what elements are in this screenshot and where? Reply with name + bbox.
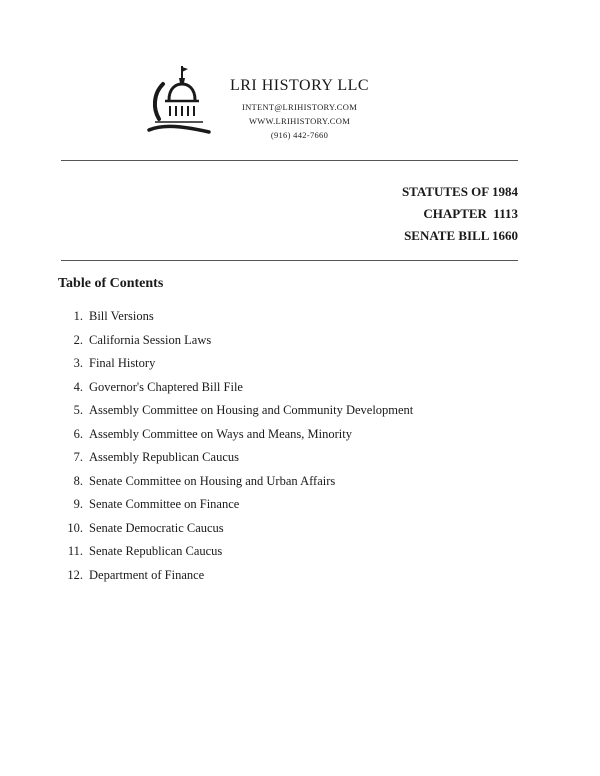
toc-item: [58, 376, 413, 400]
header-divider: [61, 160, 518, 161]
toc-item-label: Senate Democratic Caucus: [89, 520, 224, 535]
toc-list: [58, 305, 413, 587]
company-website: WWW.LRIHISTORY.COM: [248, 116, 351, 126]
toc-item-label: Senate Republican Caucus: [89, 544, 223, 558]
toc-item-number: 9.: [73, 497, 83, 511]
toc-item-number: 7.: [73, 450, 83, 464]
toc-title: Table of Contents: [58, 276, 164, 291]
toc-item-number: 3.: [73, 356, 83, 370]
toc-item-label: Department of Finance: [89, 567, 205, 582]
statute-bill: SENATE BILL 1660: [404, 228, 518, 243]
toc-item-label: Assembly Committee on Housing and Community Development: [89, 403, 414, 417]
toc-item: [58, 399, 413, 423]
toc-item: [58, 446, 413, 470]
toc-item: [58, 517, 413, 541]
company-name: LRI HISTORY LLC: [229, 77, 370, 94]
toc-item-number: 6.: [73, 426, 83, 441]
toc-item-label: Final History: [89, 356, 156, 370]
toc-item-number: 4.: [73, 379, 83, 394]
toc-item-label: Assembly Republican Caucus: [89, 450, 239, 464]
company-email: INTENT@LRIHISTORY.COM: [241, 102, 358, 112]
toc-item: [58, 540, 413, 564]
toc-item: [58, 352, 413, 376]
company-phone: (916) 442-7660: [270, 130, 329, 140]
toc-item-label: Senate Committee on Finance: [89, 497, 240, 511]
toc-item-number: 5.: [73, 403, 83, 417]
statute-divider: [61, 260, 518, 261]
toc-item-number: 10.: [67, 520, 83, 535]
toc-item-number: 11.: [67, 544, 83, 558]
toc-item: [58, 470, 413, 494]
toc-item-label: Governor's Chaptered Bill File: [89, 379, 243, 394]
statute-reference: [402, 181, 518, 247]
toc-item-label: Senate Committee on Housing and Urban Affairs: [89, 473, 336, 488]
toc-item-number: 1.: [73, 309, 83, 323]
toc-item-label: Bill Versions: [89, 309, 154, 323]
toc-item: [58, 493, 413, 517]
toc-item-number: 12.: [67, 567, 83, 582]
toc-item: [58, 329, 413, 353]
toc-item: [58, 305, 413, 329]
statute-year: STATUTES OF 1984: [401, 184, 518, 199]
statute-chapter: CHAPTER 1113: [423, 206, 518, 221]
toc-item-label: California Session Laws: [89, 332, 212, 347]
toc-item-label: Assembly Committee on Ways and Means, Minority: [89, 426, 352, 441]
company-letterhead: [222, 76, 377, 142]
capitol-dome-logo-icon: [143, 64, 215, 140]
toc-item-number: 2.: [73, 332, 83, 347]
toc-item-number: 8.: [73, 473, 83, 488]
toc-item: [58, 564, 413, 588]
toc-item: [58, 423, 413, 447]
